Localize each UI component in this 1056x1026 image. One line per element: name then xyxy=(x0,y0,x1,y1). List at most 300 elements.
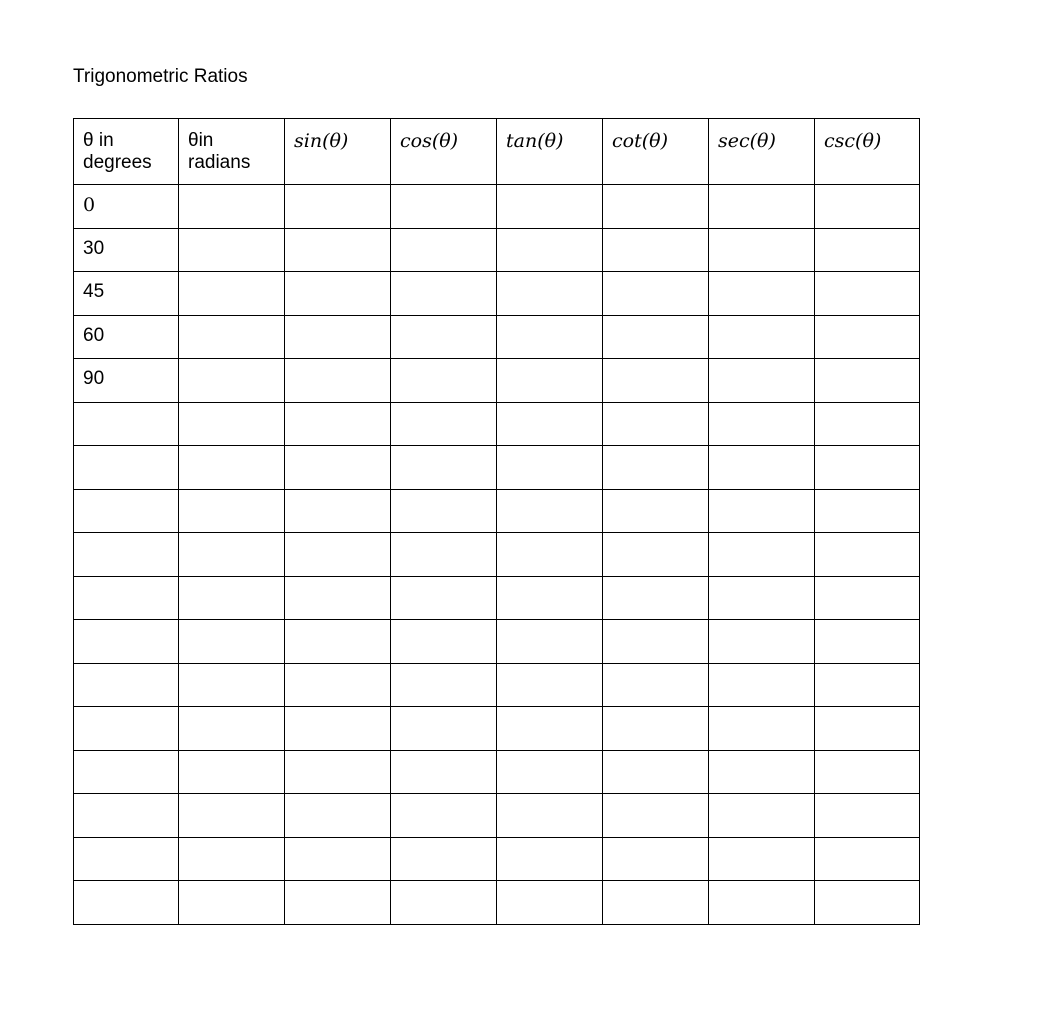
table-cell-tan xyxy=(497,663,603,707)
table-row xyxy=(74,707,920,751)
table-cell-sec xyxy=(709,315,815,359)
table-cell-tan xyxy=(497,272,603,316)
table-cell-radians xyxy=(179,794,285,838)
table-cell-degrees xyxy=(74,446,179,490)
table-cell-sec xyxy=(709,402,815,446)
header-tan-label: tan(θ) xyxy=(506,130,564,152)
cell-value xyxy=(709,707,814,716)
cell-value xyxy=(179,664,284,673)
cell-value xyxy=(497,316,602,325)
table-cell-sec xyxy=(709,794,815,838)
table-cell-cot xyxy=(603,663,709,707)
cell-value xyxy=(815,316,919,325)
cell-value xyxy=(815,707,919,716)
cell-value xyxy=(815,881,919,890)
cell-value xyxy=(74,751,178,760)
table-row xyxy=(74,663,920,707)
cell-value: 60 xyxy=(83,324,105,346)
cell-value xyxy=(603,446,708,455)
table-cell-radians xyxy=(179,446,285,490)
table-cell-sec xyxy=(709,750,815,794)
table-cell-sec xyxy=(709,881,815,925)
table-cell-sin xyxy=(285,663,391,707)
cell-value xyxy=(603,359,708,368)
table-cell-sin xyxy=(285,794,391,838)
table-row xyxy=(74,620,920,664)
cell-value xyxy=(179,490,284,499)
cell-value xyxy=(391,359,496,368)
cell-value xyxy=(815,794,919,803)
table-cell-sin xyxy=(285,750,391,794)
table-cell-degrees xyxy=(74,185,179,229)
cell-value xyxy=(709,272,814,281)
table-cell-sec xyxy=(709,620,815,664)
table-cell-sec xyxy=(709,489,815,533)
table-cell-sin xyxy=(285,272,391,316)
table-cell-sin xyxy=(285,446,391,490)
table-cell-degrees xyxy=(74,576,179,620)
table-cell-cot xyxy=(603,228,709,272)
table-cell-cot xyxy=(603,533,709,577)
table-cell-cos xyxy=(391,663,497,707)
table-cell-csc xyxy=(815,707,920,751)
cell-value xyxy=(709,359,814,368)
table-row xyxy=(74,837,920,881)
cell-value xyxy=(285,446,390,455)
table-cell-tan xyxy=(497,576,603,620)
cell-value xyxy=(709,794,814,803)
table-cell-csc xyxy=(815,794,920,838)
cell-value xyxy=(74,881,178,890)
table-cell-sec xyxy=(709,576,815,620)
cell-value xyxy=(179,403,284,412)
cell-value xyxy=(74,446,178,455)
cell-value xyxy=(497,751,602,760)
cell-value xyxy=(74,403,178,412)
table-cell-degrees xyxy=(74,402,179,446)
table-cell-tan xyxy=(497,707,603,751)
table-cell-cot xyxy=(603,620,709,664)
cell-value xyxy=(497,881,602,890)
cell-value xyxy=(391,751,496,760)
cell-value xyxy=(391,794,496,803)
table-cell-csc xyxy=(815,533,920,577)
cell-value xyxy=(709,620,814,629)
table-cell-sin xyxy=(285,489,391,533)
table-cell-radians xyxy=(179,272,285,316)
table-cell-tan xyxy=(497,794,603,838)
cell-value xyxy=(285,664,390,673)
table-cell-radians xyxy=(179,663,285,707)
table-row xyxy=(74,446,920,490)
table-cell-cot xyxy=(603,707,709,751)
header-sin xyxy=(285,119,391,185)
cell-value xyxy=(285,620,390,629)
table-cell-radians xyxy=(179,881,285,925)
table-cell-degrees xyxy=(74,315,179,359)
cell-value xyxy=(603,664,708,673)
cell-value xyxy=(603,533,708,542)
header-cos xyxy=(391,119,497,185)
table-row xyxy=(74,881,920,925)
table-cell-radians xyxy=(179,228,285,272)
table-cell-csc xyxy=(815,315,920,359)
table-cell-radians xyxy=(179,489,285,533)
table-row xyxy=(74,315,920,359)
table-cell-cot xyxy=(603,359,709,403)
table-row xyxy=(74,794,920,838)
table-cell-cot xyxy=(603,576,709,620)
table-cell-cos xyxy=(391,794,497,838)
table-cell-cot xyxy=(603,881,709,925)
cell-value xyxy=(603,707,708,716)
table-cell-cos xyxy=(391,533,497,577)
cell-value xyxy=(179,272,284,281)
table-cell-sin xyxy=(285,620,391,664)
table-body xyxy=(74,185,920,925)
cell-value xyxy=(391,707,496,716)
cell-value xyxy=(815,359,919,368)
table-cell-cos xyxy=(391,272,497,316)
table-cell-cos xyxy=(391,576,497,620)
table-cell-radians xyxy=(179,402,285,446)
header-csc xyxy=(815,119,920,185)
table-cell-cos xyxy=(391,359,497,403)
cell-value xyxy=(709,185,814,194)
cell-value xyxy=(815,185,919,194)
cell-value xyxy=(497,707,602,716)
table-cell-sin xyxy=(285,228,391,272)
header-cos-label: cos(θ) xyxy=(400,130,459,152)
table-cell-cos xyxy=(391,315,497,359)
table-cell-tan xyxy=(497,228,603,272)
cell-value xyxy=(179,359,284,368)
cell-value xyxy=(285,533,390,542)
header-radians-label: θin radians xyxy=(188,130,251,173)
cell-value xyxy=(815,751,919,760)
cell-value xyxy=(74,490,178,499)
table-cell-sec xyxy=(709,663,815,707)
table-cell-radians xyxy=(179,707,285,751)
cell-value xyxy=(179,316,284,325)
table-cell-tan xyxy=(497,620,603,664)
table-cell-cos xyxy=(391,750,497,794)
table-cell-csc xyxy=(815,663,920,707)
cell-value: 0 xyxy=(83,194,96,216)
table-cell-radians xyxy=(179,315,285,359)
table-cell-cos xyxy=(391,707,497,751)
header-csc-label: csc(θ) xyxy=(824,130,882,152)
table-cell-degrees xyxy=(74,881,179,925)
table-cell-degrees xyxy=(74,489,179,533)
cell-value xyxy=(497,272,602,281)
trig-ratios-table xyxy=(73,118,920,925)
cell-value xyxy=(815,229,919,238)
cell-value xyxy=(285,751,390,760)
cell-value xyxy=(497,838,602,847)
table-cell-cos xyxy=(391,881,497,925)
cell-value xyxy=(391,446,496,455)
cell-value xyxy=(285,403,390,412)
table-cell-cos xyxy=(391,185,497,229)
table-cell-sec xyxy=(709,533,815,577)
table-cell-tan xyxy=(497,750,603,794)
table-cell-sec xyxy=(709,837,815,881)
table-cell-tan xyxy=(497,446,603,490)
cell-value xyxy=(497,794,602,803)
cell-value xyxy=(179,794,284,803)
cell-value xyxy=(497,229,602,238)
cell-value xyxy=(391,577,496,586)
table-cell-cos xyxy=(391,620,497,664)
cell-value xyxy=(179,446,284,455)
table-cell-sin xyxy=(285,402,391,446)
table-cell-cos xyxy=(391,837,497,881)
cell-value xyxy=(815,403,919,412)
table-cell-csc xyxy=(815,576,920,620)
cell-value xyxy=(391,490,496,499)
cell-value xyxy=(391,533,496,542)
cell-value xyxy=(285,316,390,325)
table-cell-radians xyxy=(179,576,285,620)
cell-value xyxy=(497,359,602,368)
cell-value xyxy=(285,272,390,281)
cell-value xyxy=(603,751,708,760)
cell-value xyxy=(179,838,284,847)
table-cell-cot xyxy=(603,185,709,229)
table-cell-cot xyxy=(603,272,709,316)
table-cell-sin xyxy=(285,881,391,925)
cell-value xyxy=(391,838,496,847)
cell-value: 45 xyxy=(83,281,105,302)
cell-value xyxy=(603,185,708,194)
table-cell-csc xyxy=(815,446,920,490)
table-row xyxy=(74,533,920,577)
cell-value xyxy=(709,664,814,673)
cell-value xyxy=(815,490,919,499)
table-cell-tan xyxy=(497,185,603,229)
table-cell-sec xyxy=(709,359,815,403)
cell-value xyxy=(391,403,496,412)
table-cell-radians xyxy=(179,185,285,229)
cell-value xyxy=(74,794,178,803)
cell-value xyxy=(179,577,284,586)
cell-value xyxy=(179,229,284,238)
cell-value xyxy=(391,229,496,238)
table-cell-csc xyxy=(815,359,920,403)
table-cell-sin xyxy=(285,185,391,229)
table-cell-sec xyxy=(709,446,815,490)
table-cell-radians xyxy=(179,837,285,881)
table-cell-degrees xyxy=(74,750,179,794)
table-row xyxy=(74,750,920,794)
cell-value xyxy=(74,577,178,586)
table-cell-degrees xyxy=(74,837,179,881)
table-cell-degrees xyxy=(74,228,179,272)
cell-value xyxy=(497,490,602,499)
cell-value xyxy=(179,707,284,716)
table-cell-tan xyxy=(497,315,603,359)
cell-value xyxy=(815,620,919,629)
table-cell-csc xyxy=(815,489,920,533)
table-cell-degrees xyxy=(74,359,179,403)
cell-value xyxy=(603,794,708,803)
cell-value xyxy=(285,185,390,194)
cell-value xyxy=(815,272,919,281)
cell-value xyxy=(709,577,814,586)
table-cell-csc xyxy=(815,185,920,229)
cell-value: 90 xyxy=(83,368,105,389)
cell-value xyxy=(179,751,284,760)
table-row xyxy=(74,272,920,316)
table-cell-sin xyxy=(285,533,391,577)
page-title: Trigonometric Ratios xyxy=(73,66,248,87)
table-cell-tan xyxy=(497,359,603,403)
cell-value xyxy=(391,664,496,673)
table-cell-csc xyxy=(815,881,920,925)
table-cell-cot xyxy=(603,446,709,490)
cell-value xyxy=(815,664,919,673)
table-cell-cot xyxy=(603,489,709,533)
cell-value xyxy=(603,229,708,238)
cell-value xyxy=(603,403,708,412)
cell-value: 30 xyxy=(83,237,105,259)
table-row xyxy=(74,402,920,446)
cell-value xyxy=(74,533,178,542)
cell-value xyxy=(603,316,708,325)
cell-value xyxy=(497,577,602,586)
header-sec-label: sec(θ) xyxy=(718,130,776,152)
table-cell-cot xyxy=(603,315,709,359)
cell-value xyxy=(285,359,390,368)
table-cell-cot xyxy=(603,794,709,838)
table-cell-sec xyxy=(709,272,815,316)
table-cell-sin xyxy=(285,315,391,359)
cell-value xyxy=(74,838,178,847)
table-cell-radians xyxy=(179,533,285,577)
table-cell-sin xyxy=(285,576,391,620)
table-cell-cot xyxy=(603,402,709,446)
cell-value xyxy=(497,664,602,673)
table-cell-cos xyxy=(391,446,497,490)
table-row xyxy=(74,359,920,403)
cell-value xyxy=(285,794,390,803)
table-cell-degrees xyxy=(74,663,179,707)
header-cot-label: cot(θ) xyxy=(612,130,668,152)
table-cell-sin xyxy=(285,707,391,751)
table-row xyxy=(74,576,920,620)
cell-value xyxy=(709,446,814,455)
header-sec xyxy=(709,119,815,185)
header-sin-label: sin(θ) xyxy=(294,130,349,152)
cell-value xyxy=(709,751,814,760)
cell-value xyxy=(285,490,390,499)
cell-value xyxy=(497,533,602,542)
cell-value xyxy=(285,707,390,716)
cell-value xyxy=(709,490,814,499)
cell-value xyxy=(709,403,814,412)
table-cell-csc xyxy=(815,620,920,664)
cell-value xyxy=(497,185,602,194)
table-cell-radians xyxy=(179,620,285,664)
cell-value xyxy=(709,316,814,325)
table-header-row xyxy=(74,119,920,185)
table-cell-sec xyxy=(709,707,815,751)
table-cell-sec xyxy=(709,228,815,272)
cell-value xyxy=(391,272,496,281)
table-row xyxy=(74,228,920,272)
table-cell-csc xyxy=(815,272,920,316)
table-cell-sec xyxy=(709,185,815,229)
cell-value xyxy=(391,185,496,194)
table-cell-tan xyxy=(497,837,603,881)
cell-value xyxy=(603,577,708,586)
cell-value xyxy=(815,533,919,542)
cell-value xyxy=(815,577,919,586)
cell-value xyxy=(74,620,178,629)
table-cell-degrees xyxy=(74,272,179,316)
table-row xyxy=(74,185,920,229)
table-cell-degrees xyxy=(74,533,179,577)
table-cell-csc xyxy=(815,837,920,881)
table-cell-radians xyxy=(179,359,285,403)
table-cell-csc xyxy=(815,228,920,272)
cell-value xyxy=(179,881,284,890)
cell-value xyxy=(497,620,602,629)
cell-value xyxy=(603,881,708,890)
table-cell-degrees xyxy=(74,620,179,664)
cell-value xyxy=(709,229,814,238)
table-cell-radians xyxy=(179,750,285,794)
cell-value xyxy=(74,707,178,716)
table-cell-cot xyxy=(603,837,709,881)
cell-value xyxy=(391,316,496,325)
table-cell-sin xyxy=(285,837,391,881)
header-tan xyxy=(497,119,603,185)
cell-value xyxy=(603,620,708,629)
table-row xyxy=(74,489,920,533)
cell-value xyxy=(709,533,814,542)
table-cell-cos xyxy=(391,402,497,446)
cell-value xyxy=(179,185,284,194)
cell-value xyxy=(74,664,178,673)
cell-value xyxy=(285,838,390,847)
table-cell-cos xyxy=(391,228,497,272)
table-cell-cot xyxy=(603,750,709,794)
cell-value xyxy=(603,490,708,499)
header-radians xyxy=(179,119,285,185)
cell-value xyxy=(391,620,496,629)
table-cell-tan xyxy=(497,533,603,577)
cell-value xyxy=(709,838,814,847)
cell-value xyxy=(285,881,390,890)
cell-value xyxy=(709,881,814,890)
table-cell-csc xyxy=(815,402,920,446)
table-cell-cos xyxy=(391,489,497,533)
header-degrees xyxy=(74,119,179,185)
cell-value xyxy=(285,229,390,238)
table-cell-sin xyxy=(285,359,391,403)
cell-value xyxy=(391,881,496,890)
table-cell-tan xyxy=(497,881,603,925)
cell-value xyxy=(603,272,708,281)
cell-value xyxy=(497,446,602,455)
table-cell-tan xyxy=(497,489,603,533)
cell-value xyxy=(603,838,708,847)
header-degrees-label: θ in degrees xyxy=(83,130,152,173)
cell-value xyxy=(815,446,919,455)
table-cell-csc xyxy=(815,750,920,794)
